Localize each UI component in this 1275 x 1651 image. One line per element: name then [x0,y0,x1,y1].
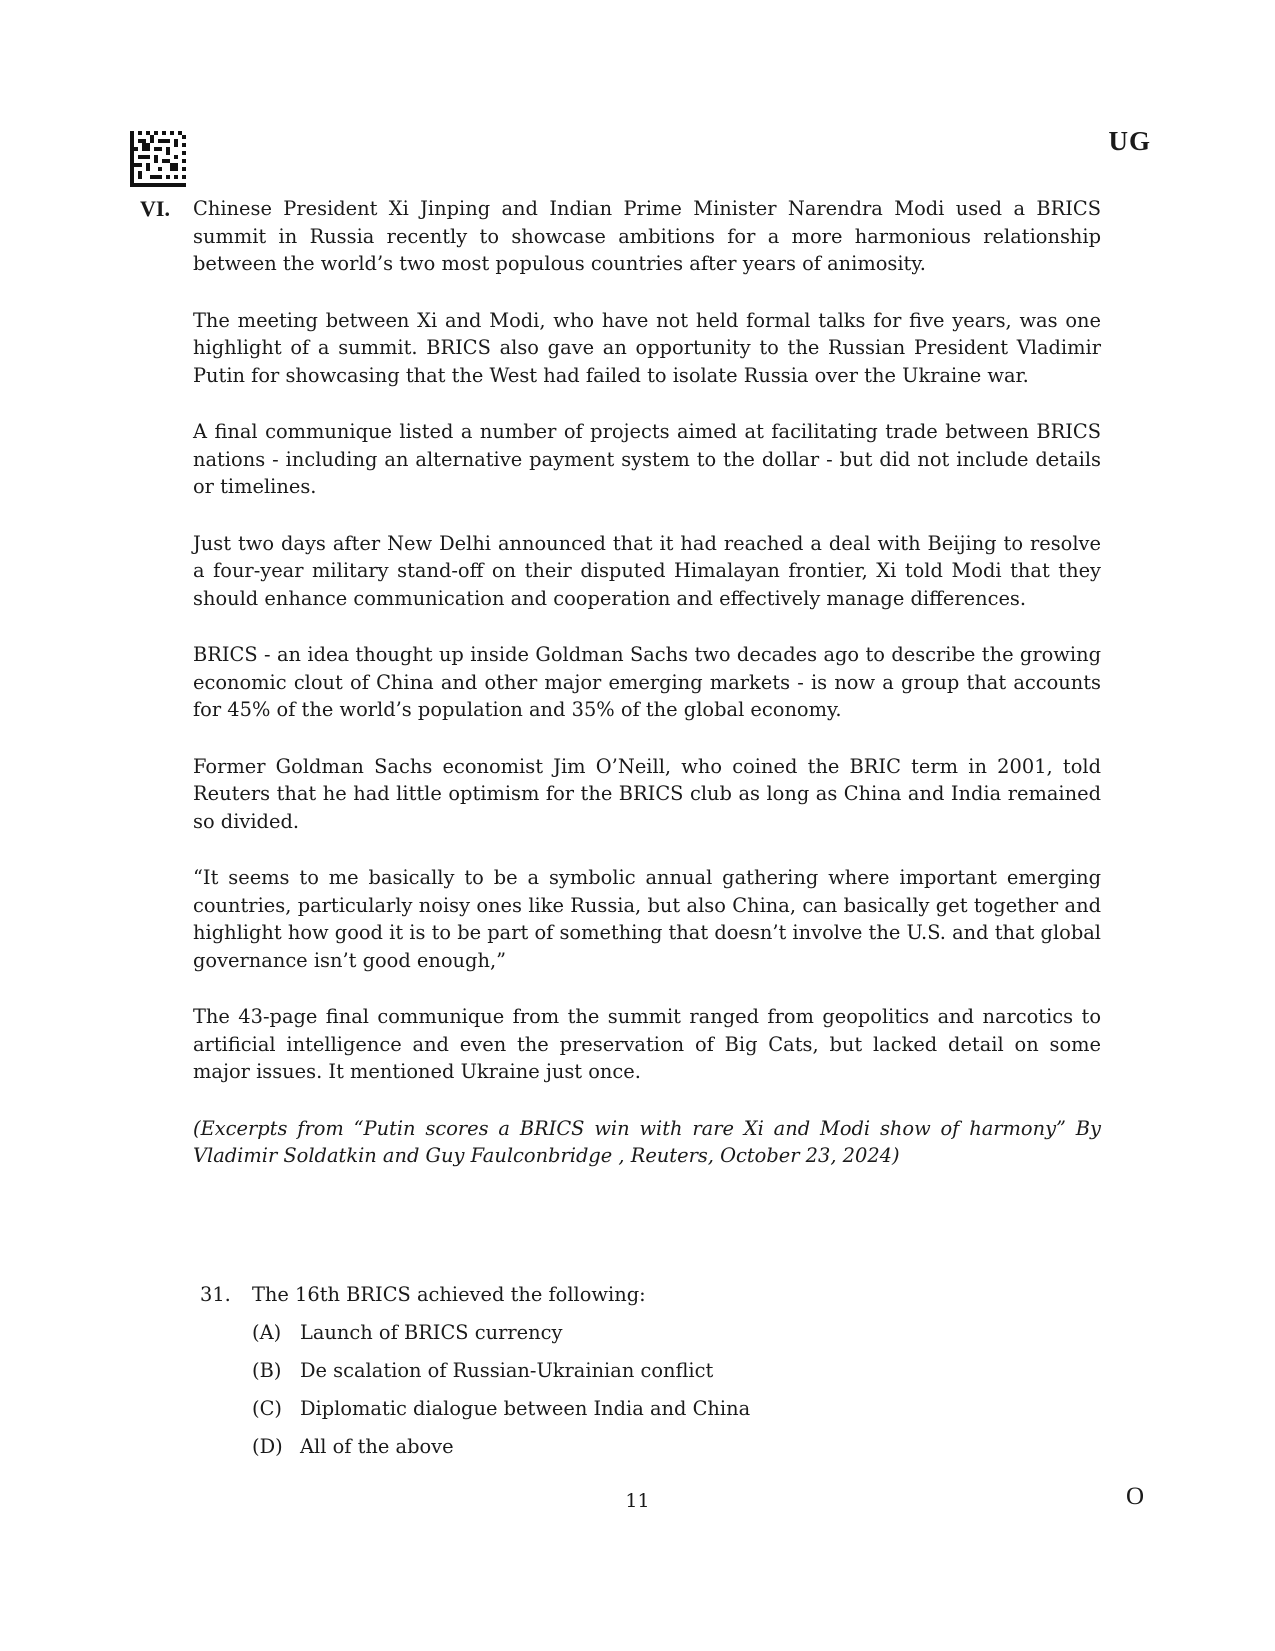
option-text: Diplomatic dialogue between India and China [300,1397,751,1420]
passage-paragraph: “It seems to me basically to be a symbolic annual gathering where important emerging countries, particularly noisy ones like Russia, but also China, can basically get together and highlight how good it is to be part of something that doesn’t involve the U.S. and that global governance isn’t good enough,” [193,866,1101,972]
answer-option-b [252,1359,1080,1397]
answer-option-d [252,1435,1080,1473]
question-stem-row [200,1283,1080,1321]
option-letter: (B) [252,1359,282,1382]
option-letter: (C) [252,1397,282,1420]
answer-option-a [252,1321,1080,1359]
answer-options [252,1321,1080,1473]
passage [193,195,1101,1170]
passage-paragraph: Chinese President Xi Jinping and Indian Prime Minister Narendra Modi used a BRICS summit in Russia recently to showcase ambitions for a more harmonious relationship between the world’s two most populous countries after years of animosity. [193,197,1101,275]
question-31 [200,1283,1080,1473]
option-text: De scalation of Russian-Ukrainian conflict [300,1359,714,1382]
paper-code: UG [1108,126,1151,156]
passage-paragraph: Just two days after New Delhi announced that it had reached a deal with Beijing to resolve a four-year military stand-off on their disputed Himalayan frontier, Xi told Modi that they should enhance communication and cooperation and effectively manage differences. [193,531,1101,610]
option-text: Launch of BRICS currency [300,1321,563,1344]
qr-code [130,131,186,187]
passage-paragraph: A final communique listed a number of projects aimed at facilitating trade between BRICS nations - including an alternative payment system to the dollar - but did not include details or timelines. [193,420,1101,498]
option-letter: (D) [252,1435,283,1458]
page-number: 11 [625,1490,650,1512]
answer-option-c [252,1397,1080,1435]
option-letter: (A) [252,1321,282,1344]
passage-paragraph: Former Goldman Sachs economist Jim O’Neill, who coined the BRIC term in 2001, told Reuters that he had little optimism for the BRICS club as long as China and India remained so divided. [193,754,1101,833]
passage-paragraph: BRICS - an idea thought up inside Goldman Sachs two decades ago to describe the growing economic clout of China and other major emerging markets - is now a group that accounts for 45% of the world’s population and 35% of the global economy. [193,643,1101,721]
section-label: VI. [140,196,170,221]
question-stem: The 16th BRICS achieved the following: [252,1283,646,1306]
set-code: O [1125,1483,1144,1510]
passage-paragraph: The meeting between Xi and Modi, who have not held formal talks for five years, was one highlight of a summit. BRICS also gave an opportunity to the Russian President Vladimir Putin for showcasing that the West had failed to isolate Russia over the Ukraine war. [193,308,1101,387]
question-number: 31. [200,1283,231,1306]
passage-source-citation: (Excerpts from “Putin scores a BRICS win with rare Xi and Modi show of harmony” By Vladimir Soldatkin and Guy Faulconbridge , Reuters, October 23, 2024) [193,1116,1101,1167]
passage-paragraph: The 43-page final communique from the summit ranged from geopolitics and narcotics to artificial intelligence and even the preservation of Big Cats, but lacked detail on some major issues. It mentioned Ukraine just once. [193,1005,1101,1083]
option-text: All of the above [300,1435,454,1458]
